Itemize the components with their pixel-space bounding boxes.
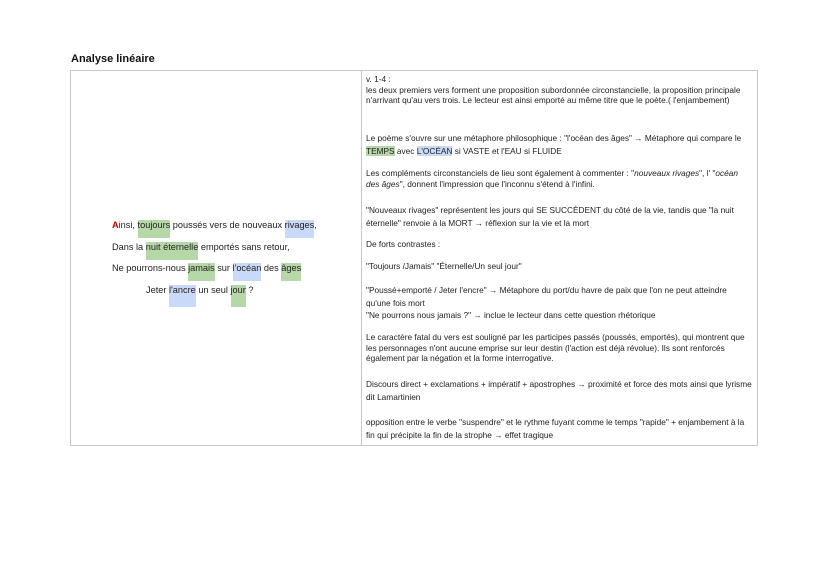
analysis-verses-ref: v. 1-4 :: [366, 74, 391, 84]
analysis-paragraph: [366, 132, 752, 157]
analysis-paragraph: "Poussé+emporté / Jeter l'encre" → Métaphore du port/du havre de paix que l'on ne peut atteindre qu'une fois mort: [366, 285, 727, 308]
highlight-jamais: jamais: [188, 263, 215, 281]
analysis-text: avec: [394, 145, 417, 156]
column-divider: [361, 70, 362, 446]
analysis-paragraph: "Toujours /Jamais" "Éternelle/Un seul jour": [366, 261, 522, 271]
poem-line-4: [146, 285, 254, 295]
analysis-block-2: [366, 132, 752, 157]
analysis-block-3: [366, 168, 752, 189]
poem-text: ?: [245, 285, 254, 295]
poem-text: sur: [214, 263, 233, 273]
analysis-paragraph: Discours direct + exclamations + impératif + apostrophes → proximité et force des mots ainsi que lyrisme dit Lamartinien: [366, 379, 752, 402]
analysis-text: Le poème s'ouvre sur une métaphore philosophique : "l'océan des âges" → Métaphore qui compare le: [366, 133, 742, 143]
analysis-paragraph: "Nouveaux rivages" représentent les jours qui SE SUCCÈDENT du côté de la vie, tandis que "la nuit éternelle" renvoie à la MORT → réflexion sur la vie et la mort: [366, 205, 734, 228]
poem-line-2: [112, 242, 290, 252]
poem-text: ,: [314, 220, 317, 230]
highlight-l-ocean: L'OCÉAN: [416, 145, 453, 156]
poem-text: Dans la: [112, 242, 146, 252]
highlight-nuit-eternelle: nuit éternelle: [146, 242, 199, 260]
analysis-block-9: [366, 378, 752, 403]
analysis-paragraph: [366, 168, 752, 189]
analysis-text: Les compléments circonstanciels de lieu sont également à commenter : ": [366, 168, 635, 178]
analysis-block-7: [366, 284, 752, 322]
analysis-text: ", l' ": [699, 168, 716, 178]
analysis-block-6: [366, 261, 752, 272]
highlight-rivages: rivages: [285, 220, 315, 238]
poem-line-3: [112, 263, 301, 273]
analysis-block-8: [366, 332, 752, 364]
analysis-text: si VASTE et l'EAU si FLUIDE: [452, 145, 562, 156]
highlight-ocean: l'océan: [233, 263, 262, 281]
highlight-ancre: l'ancre: [169, 285, 196, 307]
analysis-paragraph: De forts contrastes :: [366, 239, 441, 249]
poem-text: emportés sans retour,: [198, 242, 290, 252]
analysis-block-10: [366, 416, 752, 441]
analysis-italic: nouveaux rivages: [634, 168, 700, 178]
highlight-jour: jour: [231, 285, 246, 307]
highlight-toujours: toujours: [138, 220, 171, 238]
poem-text: des: [261, 263, 282, 273]
analysis-paragraph: opposition entre le verbe "suspendre" et le rythme fuyant comme le temps "rapide" + enjambement à la fin qui précipite la fin de la strophe → effet tragique: [366, 417, 745, 440]
poem-initial: A: [112, 220, 119, 230]
page-title: Analyse linéaire: [71, 53, 155, 65]
poem-text: poussés vers de nouveaux: [170, 220, 285, 230]
analysis-paragraph: Le caractère fatal du vers est souligné par les participes passés (poussés, emportés), qui montrent que les personnages n'ont aucune emprise sur leur destin (l'action est déjà révolue). Ils sont renforcés également par la négation et la forme interrogative.: [366, 332, 745, 364]
poem-text: un seul: [195, 285, 231, 295]
highlight-ages: âges: [281, 263, 301, 281]
analysis-italic: océan des âges: [366, 168, 739, 189]
poem-text: Ne pourrons-nous: [112, 263, 189, 273]
analysis-block-1: [366, 74, 752, 106]
highlight-temps: TEMPS: [366, 145, 395, 156]
analysis-paragraph: "Ne pourrons nous jamais ?" → inclue le lecteur dans cette question rhétorique: [366, 310, 656, 320]
poem-line-1: [112, 220, 317, 230]
poem-text: insi,: [118, 220, 138, 230]
analysis-paragraph: les deux premiers vers forment une proposition subordonnée circonstancielle, la proposition principale n'arrivant qu'au vers trois. Le lecteur est ainsi emporté au même titre que le poète.( l'enjambement): [366, 84, 741, 106]
analysis-text: ", donnent l'impression que l'inconnu s'étend à l'infini.: [399, 178, 595, 189]
analysis-block-4: [366, 204, 752, 229]
poem-text: Jeter: [146, 285, 169, 295]
analysis-block-5: [366, 239, 752, 250]
